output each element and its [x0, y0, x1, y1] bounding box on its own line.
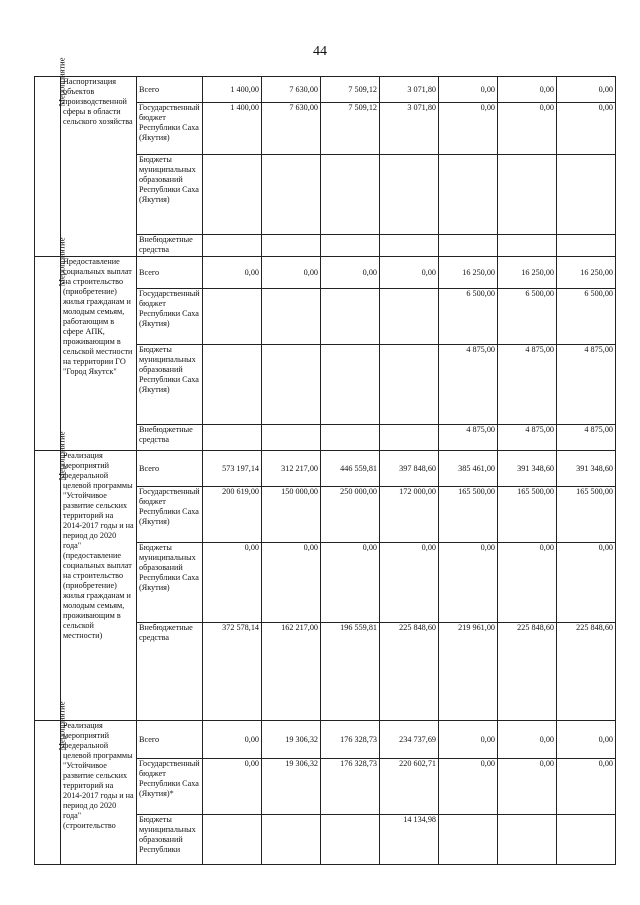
value-cell: 0,00 [380, 257, 439, 289]
funding-source: Внебюджетные средства [137, 235, 203, 257]
value-cell [557, 235, 616, 257]
funding-source: Государственный бюджет Республики Саха (Якутия)* [137, 759, 203, 815]
value-cell: 4 875,00 [557, 425, 616, 451]
value-cell [380, 425, 439, 451]
value-cell: 385 461,00 [439, 451, 498, 487]
value-cell [321, 155, 380, 235]
value-cell: 19 306,32 [262, 759, 321, 815]
value-cell: 391 348,60 [557, 451, 616, 487]
value-cell: 3 071,80 [380, 77, 439, 103]
value-cell: 0,00 [498, 543, 557, 623]
funding-source: Всего [137, 721, 203, 759]
value-cell: 165 500,00 [557, 487, 616, 543]
value-cell: 0,00 [498, 77, 557, 103]
value-cell: 312 217,00 [262, 451, 321, 487]
value-cell: 0,00 [380, 543, 439, 623]
activity-description: Предоставление социальных выплат на строительство (приобретение) жилья гражданам и молодым семьям, работающим в сфере АПК, проживающим в сельской местности на территории ГО "Город Якутск" [61, 257, 137, 451]
value-cell: 7 630,00 [262, 77, 321, 103]
value-cell [439, 235, 498, 257]
value-cell: 219 961,00 [439, 623, 498, 721]
value-cell: 0,00 [203, 721, 262, 759]
funding-source: Государственный бюджет Республики Саха (Якутия) [137, 289, 203, 345]
value-cell: 0,00 [439, 721, 498, 759]
value-cell: 165 500,00 [498, 487, 557, 543]
value-cell: 6 500,00 [439, 289, 498, 345]
value-cell [557, 155, 616, 235]
value-cell [321, 235, 380, 257]
value-cell: 446 559,81 [321, 451, 380, 487]
value-cell: 0,00 [203, 759, 262, 815]
value-cell [262, 425, 321, 451]
budget-table [34, 57, 616, 865]
value-cell: 0,00 [557, 77, 616, 103]
value-cell: 220 602,71 [380, 759, 439, 815]
value-cell: 4 875,00 [439, 345, 498, 425]
value-cell [262, 289, 321, 345]
value-cell: 0,00 [203, 543, 262, 623]
page-number: 44 [313, 44, 327, 59]
table-row [35, 451, 616, 487]
activity-kind-label: Мероприятие [56, 237, 67, 287]
value-cell: 0,00 [557, 759, 616, 815]
value-cell [203, 289, 262, 345]
value-cell: 1 400,00 [203, 77, 262, 103]
value-cell: 165 500,00 [439, 487, 498, 543]
value-cell [203, 345, 262, 425]
value-cell: 234 737,69 [380, 721, 439, 759]
activity-description: Паспортизация объектов производственной сферы в области сельского хозяйства [61, 77, 137, 257]
value-cell: 7 509,12 [321, 103, 380, 155]
value-cell: 6 500,00 [557, 289, 616, 345]
value-cell [262, 155, 321, 235]
activity-kind-cell [35, 701, 67, 865]
activity-description: Реализация мероприятий федеральной целевой программы "Устойчивое развитие сельских территорий на 2014-2017 годы и на период до 2020 года" (предоставление социальных выплат на строительство (приобретение) жилья гражданам и молодым семьям, проживающим в сельской местности) [61, 451, 137, 721]
value-cell [439, 155, 498, 235]
value-cell: 16 250,00 [498, 257, 557, 289]
value-cell: 7 630,00 [262, 103, 321, 155]
value-cell: 196 559,81 [321, 623, 380, 721]
value-cell: 0,00 [557, 721, 616, 759]
funding-source: Всего [137, 451, 203, 487]
value-cell: 0,00 [439, 759, 498, 815]
value-cell: 391 348,60 [498, 451, 557, 487]
value-cell [380, 345, 439, 425]
funding-source: Всего [137, 77, 203, 103]
value-cell [203, 155, 262, 235]
value-cell: 4 875,00 [498, 345, 557, 425]
value-cell [380, 235, 439, 257]
value-cell [262, 345, 321, 425]
value-cell [498, 815, 557, 865]
value-cell [321, 425, 380, 451]
value-cell: 172 000,00 [380, 487, 439, 543]
value-cell: 0,00 [262, 543, 321, 623]
value-cell [439, 815, 498, 865]
value-cell [498, 235, 557, 257]
funding-source: Бюджеты муниципальных образований Республики Саха (Якутия) [137, 543, 203, 623]
activity-kind-cell [35, 431, 67, 721]
value-cell: 176 328,73 [321, 721, 380, 759]
value-cell: 0,00 [498, 759, 557, 815]
value-cell: 4 875,00 [557, 345, 616, 425]
value-cell [321, 815, 380, 865]
value-cell: 6 500,00 [498, 289, 557, 345]
value-cell: 3 071,80 [380, 103, 439, 155]
value-cell: 0,00 [439, 103, 498, 155]
value-cell: 4 875,00 [498, 425, 557, 451]
activity-description: Реализация мероприятий федеральной целевой программы "Устойчивое развитие сельских территорий на 2014-2017 годы и на период до 2020 года" (строительство [61, 721, 137, 865]
table-row [35, 77, 616, 103]
value-cell: 0,00 [321, 257, 380, 289]
table-row [35, 721, 616, 759]
value-cell: 0,00 [498, 721, 557, 759]
value-cell [557, 815, 616, 865]
funding-source: Государственный бюджет Республики Саха (Якутия) [137, 487, 203, 543]
value-cell: 0,00 [498, 103, 557, 155]
value-cell: 4 875,00 [439, 425, 498, 451]
value-cell [321, 345, 380, 425]
value-cell [498, 155, 557, 235]
value-cell [203, 815, 262, 865]
value-cell: 19 306,32 [262, 721, 321, 759]
funding-source: Государственный бюджет Республики Саха (Якутия) [137, 103, 203, 155]
value-cell: 176 328,73 [321, 759, 380, 815]
value-cell: 16 250,00 [557, 257, 616, 289]
value-cell [380, 289, 439, 345]
activity-kind-cell [35, 57, 67, 257]
value-cell: 372 578,14 [203, 623, 262, 721]
value-cell [203, 425, 262, 451]
funding-source: Всего [137, 257, 203, 289]
value-cell: 225 848,60 [557, 623, 616, 721]
value-cell: 250 000,00 [321, 487, 380, 543]
funding-source: Внебюджетные средства [137, 425, 203, 451]
activity-kind-cell [35, 237, 67, 451]
value-cell: 225 848,60 [380, 623, 439, 721]
value-cell: 0,00 [439, 77, 498, 103]
value-cell [262, 235, 321, 257]
value-cell: 150 000,00 [262, 487, 321, 543]
value-cell: 0,00 [557, 543, 616, 623]
funding-source: Бюджеты муниципальных образований Республики [137, 815, 203, 865]
value-cell: 0,00 [557, 103, 616, 155]
table-row [35, 257, 616, 289]
activity-kind-label: Мероприятие [56, 701, 67, 751]
value-cell: 200 619,00 [203, 487, 262, 543]
value-cell [203, 235, 262, 257]
value-cell: 0,00 [439, 543, 498, 623]
value-cell: 7 509,12 [321, 77, 380, 103]
value-cell: 0,00 [203, 257, 262, 289]
value-cell: 225 848,60 [498, 623, 557, 721]
activity-kind-label: Мероприятие [56, 431, 67, 481]
value-cell: 573 197,14 [203, 451, 262, 487]
value-cell: 1 400,00 [203, 103, 262, 155]
value-cell [380, 155, 439, 235]
value-cell: 14 134,98 [380, 815, 439, 865]
funding-source: Внебюджетные средства [137, 623, 203, 721]
value-cell: 397 848,60 [380, 451, 439, 487]
value-cell: 0,00 [321, 543, 380, 623]
value-cell [321, 289, 380, 345]
funding-source: Бюджеты муниципальных образований Республики Саха (Якутия) [137, 345, 203, 425]
activity-kind-label: Мероприятие [56, 57, 67, 107]
value-cell: 0,00 [262, 257, 321, 289]
value-cell: 162 217,00 [262, 623, 321, 721]
value-cell: 16 250,00 [439, 257, 498, 289]
funding-source: Бюджеты муниципальных образований Республики Саха (Якутия) [137, 155, 203, 235]
value-cell [262, 815, 321, 865]
